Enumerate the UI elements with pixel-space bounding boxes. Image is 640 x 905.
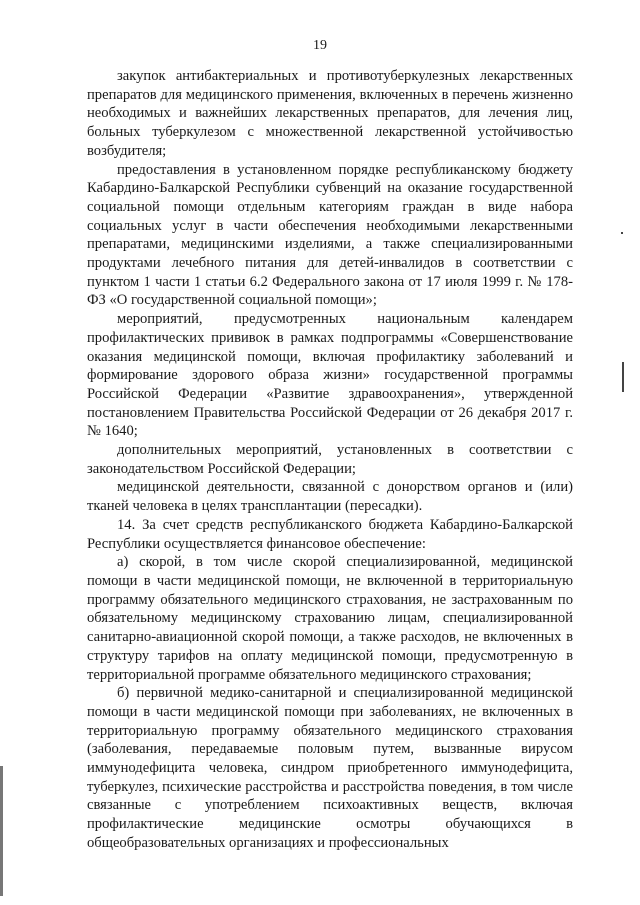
paragraph-subventions: предоставления в установленном порядке республиканскому бюджету Кабардино-Балкарской Республики субвенций на оказание государственной социальной помощи отдельным категориям граждан в виде набора социальных услуг в части обеспечения необходимыми лекарственными препаратами, медицинскими изделиями, а также специализированными продуктами лечебного питания для детей-инвалидов в соответствии с пунктом 1 части 1 статьи 6.2 Федерального закона от 17 июля 1999 г. № 178-ФЗ «О государственной социальной помощи»; xyxy=(87,161,573,309)
paragraph-additional-measures: дополнительных мероприятий, установленных в соответствии с законодательством Российской Федерации; xyxy=(87,442,573,477)
paragraph-item-14: 14. За счет средств республиканского бюджета Кабардино-Балкарской Республики осуществляется финансовое обеспечение: xyxy=(87,516,573,552)
scan-mark-right xyxy=(622,362,624,392)
paragraph-vaccination-calendar: мероприятий, предусмотренных национальным календарем профилактических прививок в рамках подпрограммы «Совершенствование оказания медицинской помощи, включая профилактику заболеваний и формирование здорового образа жизни» государственной программы Российской Федерации «Развитие здравоохранения», утвержденной постановлением Правительства Российской Федерации от 26 декабря 2017 г. № 1640; xyxy=(87,311,573,440)
page-number: 19 xyxy=(313,38,327,53)
paragraph-item-14a: а) скорой, в том числе скорой специализированной, медицинской помощи в части медицинской помощи, не включенной в территориальную программу обязательного медицинского страхования, не застрахованным по обязательному медицинскому страхованию лицам, специализированной санитарно-авиационной скорой помощи, а также расходов, не включенных в структуру тарифов на оплату медицинской помощи, предусмотренную в территориальной программе обязательного медицинского страхования; xyxy=(87,554,573,683)
scan-mark-left xyxy=(0,766,3,896)
paragraph-transplantation: медицинской деятельности, связанной с донорством органов и (или) тканей человека в целях трансплантации (пересадки). xyxy=(87,479,573,515)
document-body xyxy=(87,67,573,853)
paragraph-item-14b: б) первичной медико-санитарной и специализированной медицинской помощи в части медицинской помощи при заболеваниях, не включенных в территориальную программу обязательного медицинского страхования (заболевания, передаваемые половым путем, вызванные вирусом иммунодефицита человека, синдром приобретенного иммунодефицита, туберкулез, психические расстройства и расстройства поведения, в том числе связанные с употреблением психоактивных веществ, включая профилактические медицинские осмотры обучающихся в общеобразовательных организациях и профессиональных xyxy=(87,685,573,851)
scan-dot xyxy=(621,232,623,234)
paragraph-antibacterial-procurement: закупок антибактериальных и противотуберкулезных лекарственных препаратов для медицинского применения, включенных в перечень жизненно необходимых и важнейших лекарственных препаратов, для лечения лиц, больных туберкулезом с множественной лекарственной устойчивостью возбудителя; xyxy=(87,68,573,159)
